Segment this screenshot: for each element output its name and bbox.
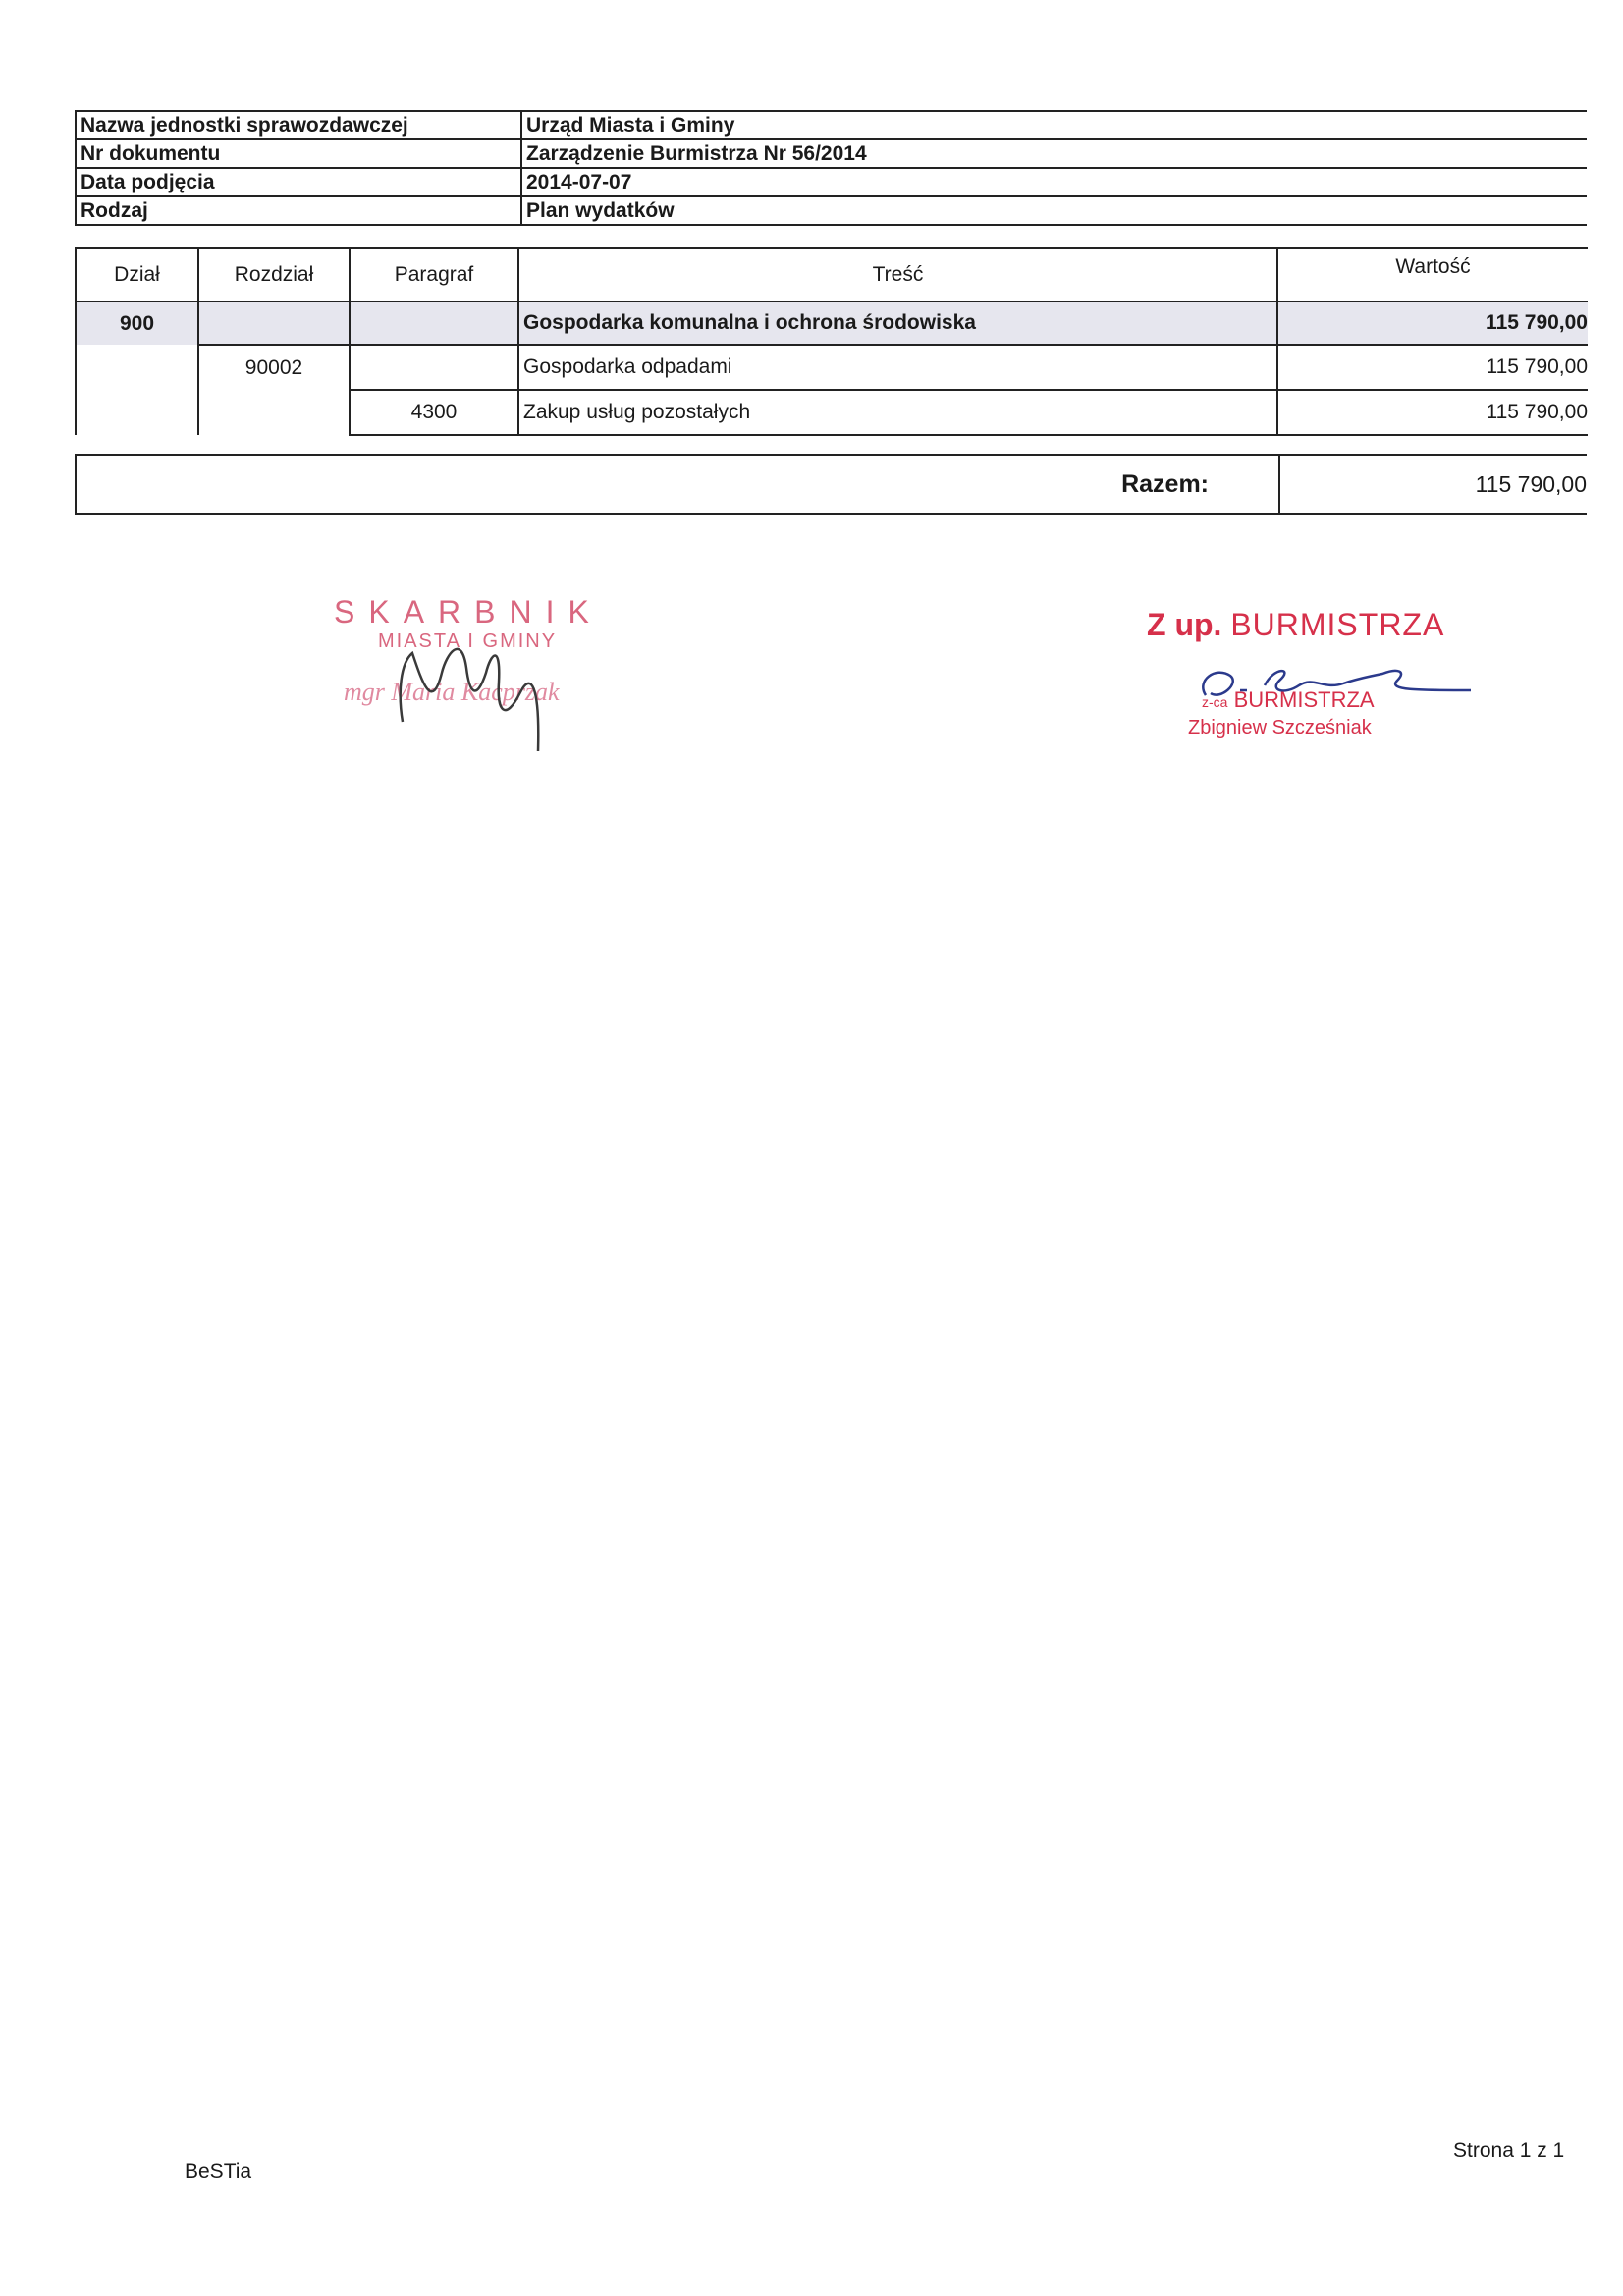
- treasurer-signature: [373, 614, 579, 751]
- info-row: [76, 111, 1587, 139]
- table-row: [76, 345, 1588, 390]
- cell-wartosc: 115 790,00: [1277, 390, 1588, 435]
- stamp-deputy-title: z-ca BURMISTRZA: [1202, 687, 1375, 712]
- header-tresc: Treść: [518, 248, 1277, 301]
- table-header-row: [76, 248, 1588, 301]
- header-wartosc: Wartość: [1277, 248, 1588, 301]
- total-value: 115 790,00: [1475, 471, 1587, 497]
- info-label: Data podjęcia: [76, 168, 521, 196]
- stamp-name: mgr Maria Kacprzak: [344, 678, 560, 706]
- header-dzial: Dział: [76, 248, 198, 301]
- footer-software: BeSTia: [185, 2160, 252, 2183]
- stamp-authorization: Z up. BURMISTRZA: [1147, 607, 1445, 642]
- cell-tresc: Zakup usług pozostałych: [518, 390, 1277, 435]
- cell-wartosc: 115 790,00: [1277, 345, 1588, 390]
- info-row: [76, 196, 1587, 225]
- cell-rozdzial: [198, 301, 350, 345]
- deputy-mayor-stamp: [1147, 607, 1481, 764]
- stamp-title: SKARBNIK: [334, 594, 603, 629]
- cell-paragraf: 4300: [350, 390, 518, 435]
- info-row: [76, 139, 1587, 168]
- expenditure-table: [75, 247, 1588, 436]
- info-value: Zarządzenie Burmistrza Nr 56/2014: [521, 139, 1587, 168]
- cell-dzial: 900: [76, 301, 198, 345]
- info-value: Urząd Miasta i Gminy: [521, 111, 1587, 139]
- cell-paragraf: [350, 345, 518, 390]
- header-rozdzial: Rozdział: [198, 248, 350, 301]
- treasurer-stamp: [334, 594, 619, 761]
- table-row: [76, 301, 1588, 345]
- info-value: Plan wydatków: [521, 196, 1587, 225]
- stamp-subtitle: MIASTA I GMINY: [378, 630, 558, 652]
- cell-tresc: Gospodarka komunalna i ochrona środowiska: [518, 301, 1277, 345]
- total-box: [75, 454, 1587, 515]
- info-label: Nazwa jednostki sprawozdawczej: [76, 111, 521, 139]
- cell-rozdzial: 90002: [198, 345, 350, 390]
- cell-dzial: [76, 390, 198, 435]
- total-label: Razem:: [1121, 470, 1209, 498]
- stamp-name: Zbigniew Szcześniak: [1188, 717, 1372, 738]
- table-row: [76, 390, 1588, 435]
- info-value: 2014-07-07: [521, 168, 1587, 196]
- footer-page-number: Strona 1 z 1: [1453, 2139, 1565, 2161]
- total-divider: [1278, 456, 1280, 513]
- info-row: [76, 168, 1587, 196]
- cell-tresc: Gospodarka odpadami: [518, 345, 1277, 390]
- document-info-table: [75, 110, 1587, 226]
- info-label: Rodzaj: [76, 196, 521, 225]
- info-label: Nr dokumentu: [76, 139, 521, 168]
- cell-dzial: [76, 345, 198, 390]
- header-paragraf: Paragraf: [350, 248, 518, 301]
- cell-wartosc: 115 790,00: [1277, 301, 1588, 345]
- cell-rozdzial: [198, 390, 350, 435]
- cell-paragraf: [350, 301, 518, 345]
